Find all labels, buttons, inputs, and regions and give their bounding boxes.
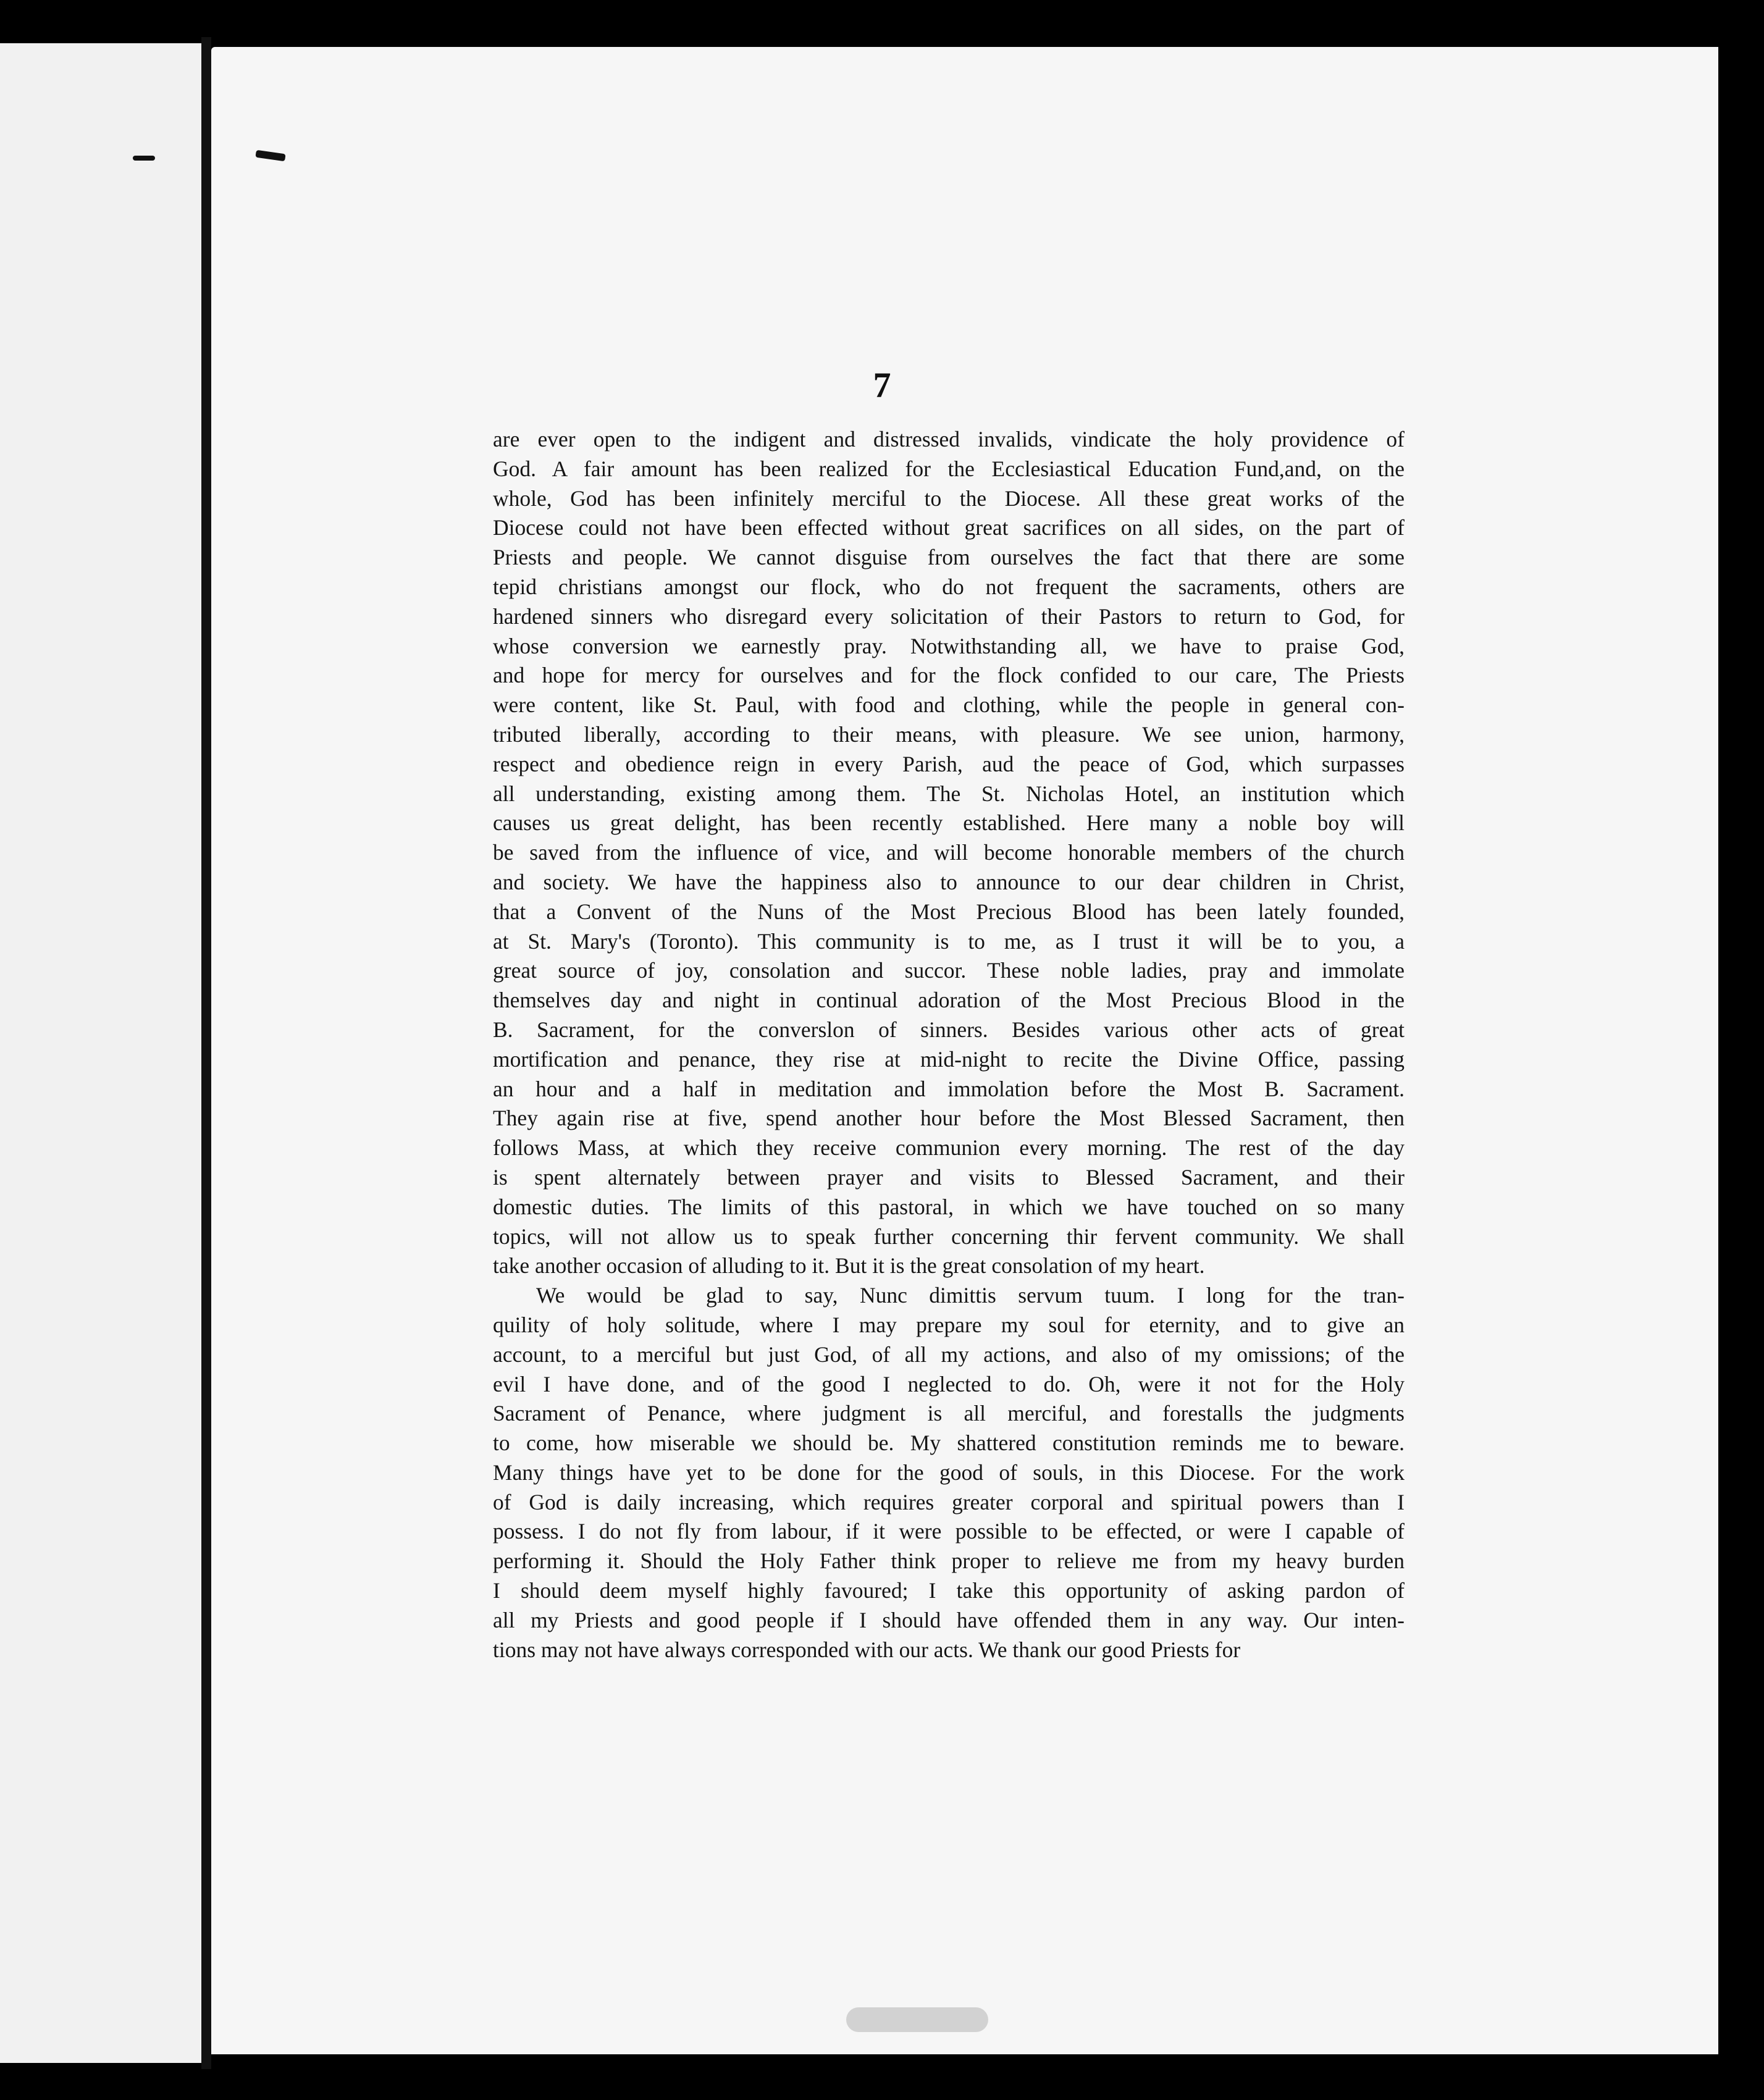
- text-line: domestic duties. The limits of this pastoral, in which we have touched on so many: [493, 1194, 1405, 1219]
- text-line: were content, like St. Paul, with food and clothing, while the people in general con-: [493, 692, 1405, 718]
- text-line: Many things have yet to be done for the good of souls, in this Diocese. For the work: [493, 1460, 1405, 1485]
- text-line: Diocese could not have been effected without great sacrifices on all sides, on the part of: [493, 515, 1405, 540]
- text-line: B. Sacrament, for the converslon of sinners. Besides various other acts of great: [493, 1017, 1405, 1042]
- text-line: follows Mass, at which they receive communion every morning. The rest of the day: [493, 1135, 1405, 1161]
- text-line: and hope for mercy for ourselves and for the flock confided to our care, The Priests: [493, 663, 1405, 688]
- page-number: 7: [873, 365, 891, 405]
- text-line: Sacrament of Penance, where judgment is all merciful, and forestalls the judgments: [493, 1401, 1405, 1426]
- text-line: God. A fair amount has been realized for the Ecclesiastical Education Fund,and, on the: [493, 456, 1405, 481]
- facing-page-edge: [0, 43, 201, 2063]
- text-line: They again rise at five, spend another hour before the Most Blessed Sacrament, then: [493, 1106, 1405, 1131]
- text-line: possess. I do not fly from labour, if it were possible to be effected, or were I capable of: [493, 1519, 1405, 1544]
- text-line: We would be glad to say, Nunc dimittis servum tuum. I long for the tran-: [536, 1283, 1405, 1308]
- text-line: account, to a merciful but just God, of all my actions, and also of my omissions; of the: [493, 1342, 1405, 1367]
- text-line: at St. Mary's (Toronto). This community is to me, as I trust it will be to you, a: [493, 928, 1405, 954]
- text-line: whose conversion we earnestly pray. Notwithstanding all, we have to praise God,: [493, 633, 1405, 658]
- text-line: mortification and penance, they rise at mid-night to recite the Divine Office, passing: [493, 1046, 1405, 1072]
- text-line: that a Convent of the Nuns of the Most Precious Blood has been lately founded,: [493, 899, 1405, 924]
- ink-mark: [133, 156, 155, 161]
- text-line: hardened sinners who disregard every solicitation of their Pastors to return to God, for: [493, 603, 1405, 629]
- text-line: are ever open to the indigent and distressed invalids, vindicate the holy providence of: [493, 427, 1405, 452]
- text-line: great source of joy, consolation and succor. These noble ladies, pray and immolate: [493, 958, 1405, 983]
- text-line: of God is daily increasing, which requires greater corporal and spiritual powers than I: [493, 1489, 1405, 1514]
- text-line: is spent alternately between prayer and visits to Blessed Sacrament, and their: [493, 1164, 1405, 1190]
- text-line: performing it. Should the Holy Father think proper to relieve me from my heavy burden: [493, 1548, 1405, 1574]
- page-smudge: [846, 2007, 988, 2032]
- text-line: tepid christians amongst our flock, who do not frequent the sacraments, others are: [493, 574, 1405, 599]
- text-line: take another occasion of alluding to it. But it is the great consolation of my heart.: [493, 1253, 1205, 1279]
- text-line: whole, God has been infinitely merciful to the Diocese. All these great works of the: [493, 485, 1405, 511]
- text-line: and society. We have the happiness also to announce to our dear children in Christ,: [493, 869, 1405, 894]
- text-line: all understanding, existing among them. The St. Nicholas Hotel, an institution which: [493, 781, 1405, 806]
- text-line: respect and obedience reign in every Parish, aud the peace of God, which surpasses: [493, 751, 1405, 776]
- text-line: be saved from the influence of vice, and will become honorable members of the church: [493, 840, 1405, 865]
- text-line: quility of holy solitude, where I may prepare my soul for eternity, and to give an: [493, 1312, 1405, 1337]
- text-line: I should deem myself highly favoured; I take this opportunity of asking pardon of: [493, 1578, 1405, 1603]
- text-line: evil I have done, and of the good I neglected to do. Oh, were it not for the Holy: [493, 1371, 1405, 1396]
- gutter: [201, 37, 211, 2069]
- text-line: tributed liberally, according to their means, with pleasure. We see union, harmony,: [493, 721, 1405, 747]
- text-line: topics, will not allow us to speak further concerning thir fervent community. We shall: [493, 1224, 1405, 1249]
- text-line: all my Priests and good people if I should have offended them in any way. Our inten-: [493, 1607, 1405, 1632]
- text-line: tions may not have always corresponded with our acts. We thank our good Priests for: [493, 1637, 1241, 1662]
- text-line: an hour and a half in meditation and immolation before the Most B. Sacrament.: [493, 1076, 1405, 1101]
- text-line: themselves day and night in continual adoration of the Most Precious Blood in the: [493, 988, 1405, 1013]
- text-line: to come, how miserable we should be. My shattered constitution reminds me to beware.: [493, 1430, 1405, 1456]
- text-line: Priests and people. We cannot disguise from ourselves the fact that there are some: [493, 545, 1405, 570]
- text-line: causes us great delight, has been recently established. Here many a noble boy will: [493, 810, 1405, 836]
- body-text: [493, 425, 1405, 1665]
